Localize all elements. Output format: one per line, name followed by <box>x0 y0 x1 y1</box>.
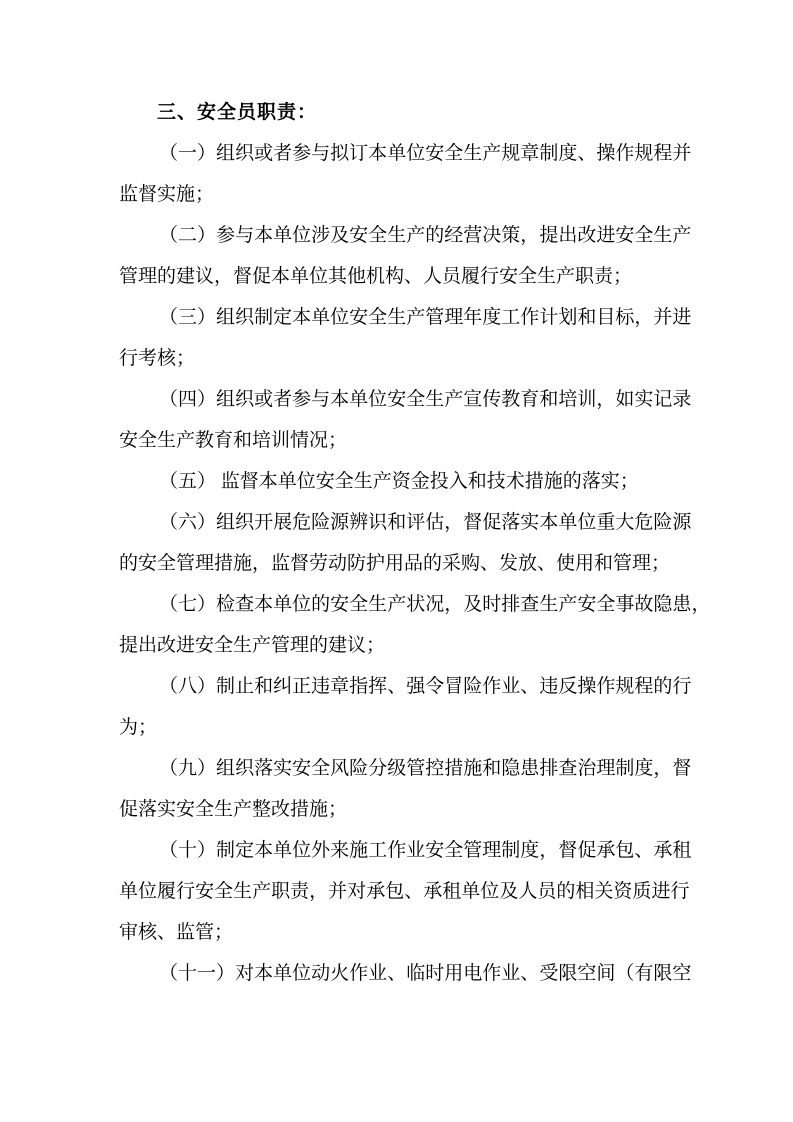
text-line: （ 三 ） 组 织 制 定 本 单 位 安 全 生 产 管 理 年 度 工 作 计 划 和 目 标 ， 并 进 <box>159 307 692 328</box>
paragraph <box>119 133 692 215</box>
paragraph <box>119 748 692 830</box>
text-line: 促落实安全生产整改措施； <box>119 799 348 820</box>
paragraph <box>119 297 692 379</box>
document-body <box>119 133 711 994</box>
text-line: （ 二 ） 参 与 本 单 位 涉 及 安 全 生 产 的 经 营 决 策 ， 提 出 改 进 安 全 生 产 <box>159 225 692 246</box>
paragraph <box>119 461 683 502</box>
paragraph <box>119 502 692 584</box>
paragraph <box>119 953 692 994</box>
text-line: （ 六 ） 组 织 开 展 危 险 源 辨 识 和 评 估 ， 督 促 落 实 本 单 位 重 大 危 险 源 <box>159 512 692 533</box>
paragraph <box>119 666 692 748</box>
text-line: （ 八 ） 制 止 和 纠 正 违 章 指 挥 、 强 令 冒 险 作 业 、 违 反 操 作 规 程 的 行 <box>159 676 692 697</box>
text-line: 的安全管理措施，监督劳动防护用品的采购、发放、使用和管理； <box>119 553 671 574</box>
text-line: （五） 监督本单位安全生产资金投入和技术措施的落实； <box>159 471 639 492</box>
text-line: 安全生产教育和培训情况； <box>119 430 348 451</box>
text-line: 审核、监管； <box>119 922 234 943</box>
text-line: （ 十 ） 制 定 本 单 位 外 来 施 工 作 业 安 全 管 理 制 度 ， 督 促 承 包 、 承 租 <box>159 840 692 861</box>
text-line: （ 一 ） 组 织 或 者 参 与 拟 订 本 单 位 安 全 生 产 规 章 制 度 、 操 作 规 程 并 <box>159 143 692 164</box>
section-heading: 三、安全员职责： <box>157 102 318 123</box>
text-line: 为； <box>119 717 158 738</box>
text-line: 单 位 履 行 安 全 生 产 职 责 ， 并 对 承 包 、 承 租 单 位 及 人 员 的 相 关 资 质 进 行 <box>119 881 690 902</box>
paragraph <box>119 215 692 297</box>
paragraph <box>119 830 692 953</box>
text-line: （ 九 ） 组 织 落 实 安 全 风 险 分 级 管 控 措 施 和 隐 患 排 查 治 理 制 度 ， 督 <box>159 758 692 779</box>
text-line: （ 十 一 ） 对 本 单 位 动 火 作 业 、 临 时 用 电 作 业 、 受 限 空 间 （ 有 限 空 <box>159 963 692 984</box>
document-content <box>119 92 711 994</box>
paragraph <box>119 584 711 666</box>
text-line: 提出改进安全生产管理的建议； <box>119 635 386 656</box>
text-line: （ 七 ） 检 查 本 单 位 的 安 全 生 产 状 况 ， 及 时 排 查 生 产 安 全 事 故 隐 患 ， <box>159 594 711 615</box>
paragraph <box>119 379 692 461</box>
text-line: 行考核； <box>119 348 196 369</box>
text-line: 监督实施； <box>119 184 215 205</box>
text-line: （ 四 ） 组 织 或 者 参 与 本 单 位 安 全 生 产 宣 传 教 育 和 培 训 ， 如 实 记 录 <box>159 389 692 410</box>
text-line: 管理的建议，督促本单位其他机构、人员履行安全生产职责； <box>119 266 633 287</box>
